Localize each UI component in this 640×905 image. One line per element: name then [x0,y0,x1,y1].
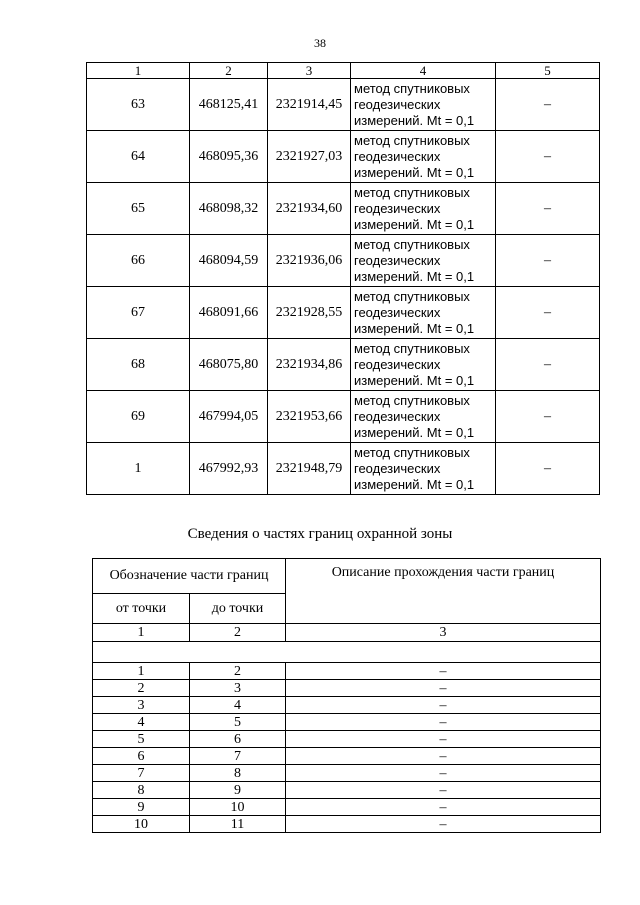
x-coordinate: 467994,05 [190,391,268,443]
column-number-header: 5 [496,63,600,79]
parts-header-row [93,559,601,594]
method-line: измерений. Mt = 0,1 [354,164,475,180]
y-coordinate: 2321914,45 [268,79,351,131]
y-coordinate: 2321948,79 [268,443,351,495]
part-description: – [286,663,601,680]
from-point: 6 [93,748,190,765]
to-point: 10 [190,799,286,816]
note-cell: – [496,131,600,183]
x-coordinate: 468091,66 [190,287,268,339]
from-point: 10 [93,816,190,833]
to-point: 7 [190,748,286,765]
to-point-header: до точки [190,594,286,624]
coordinates-table [86,62,600,495]
x-coordinate: 467992,93 [190,443,268,495]
boundary-part-row [93,697,601,714]
method-line: измерений. Mt = 0,1 [354,476,475,492]
column-number-header: 3 [286,624,601,642]
from-point: 5 [93,731,190,748]
coordinate-row [87,443,600,495]
method-description [351,443,496,495]
y-coordinate: 2321953,66 [268,391,351,443]
to-point: 6 [190,731,286,748]
from-point: 1 [93,663,190,680]
note-cell: – [496,235,600,287]
method-line: метод спутниковых [354,288,470,304]
part-description: – [286,748,601,765]
to-point: 4 [190,697,286,714]
boundary-part-row [93,765,601,782]
method-line: геодезических [354,96,441,112]
page-number: 38 [314,36,326,50]
boundary-part-row [93,731,601,748]
point-number: 69 [87,391,190,443]
method-description [351,235,496,287]
point-number: 63 [87,79,190,131]
to-point: 8 [190,765,286,782]
coordinate-row [87,235,600,287]
method-line: метод спутниковых [354,184,470,200]
from-point: 4 [93,714,190,731]
method-description [351,79,496,131]
method-line: геодезических [354,252,441,268]
coordinate-row [87,183,600,235]
boundary-part-description-header: Описание прохождения части границ [286,559,601,624]
method-description [351,287,496,339]
x-coordinate: 468095,36 [190,131,268,183]
method-line: метод спутниковых [354,340,470,356]
point-number: 67 [87,287,190,339]
from-point: 9 [93,799,190,816]
x-coordinate: 468094,59 [190,235,268,287]
method-line: геодезических [354,408,441,424]
part-description: – [286,680,601,697]
point-number: 68 [87,339,190,391]
part-description: – [286,799,601,816]
coordinate-row [87,391,600,443]
method-description [351,183,496,235]
to-point: 5 [190,714,286,731]
method-line: метод спутниковых [354,236,470,252]
x-coordinate: 468125,41 [190,79,268,131]
boundary-part-row [93,680,601,697]
parts-column-numbers-row [93,624,601,642]
to-point: 2 [190,663,286,680]
part-description: – [286,697,601,714]
method-line: геодезических [354,356,441,372]
coordinate-row [87,339,600,391]
boundary-part-row [93,714,601,731]
note-cell: – [496,339,600,391]
column-number-header: 2 [190,624,286,642]
point-number: 64 [87,131,190,183]
boundary-part-row [93,663,601,680]
boundary-part-row [93,748,601,765]
method-line: измерений. Mt = 0,1 [354,216,475,232]
section-title: Сведения о частях границ охранной зоны [187,526,453,542]
method-line: измерений. Mt = 0,1 [354,372,475,388]
to-point: 9 [190,782,286,799]
column-number-header: 2 [190,63,268,79]
method-line: измерений. Mt = 0,1 [354,268,475,284]
coordinates-header-row [87,63,600,79]
method-line: измерений. Mt = 0,1 [354,320,475,336]
method-line: геодезических [354,304,441,320]
boundary-parts-table [92,558,601,833]
method-description [351,131,496,183]
from-point: 8 [93,782,190,799]
method-line: метод спутниковых [354,80,470,96]
part-description: – [286,731,601,748]
part-description: – [286,816,601,833]
part-description: – [286,714,601,731]
column-number-header: 4 [351,63,496,79]
method-description [351,339,496,391]
y-coordinate: 2321928,55 [268,287,351,339]
y-coordinate: 2321934,86 [268,339,351,391]
x-coordinate: 468098,32 [190,183,268,235]
note-cell: – [496,391,600,443]
part-description: – [286,782,601,799]
method-line: метод спутниковых [354,444,470,460]
coordinate-row [87,131,600,183]
note-cell: – [496,79,600,131]
boundary-part-designation-header: Обозначение части границ [93,559,286,594]
to-point: 11 [190,816,286,833]
from-point: 3 [93,697,190,714]
to-point: 3 [190,680,286,697]
note-cell: – [496,183,600,235]
boundary-part-row [93,816,601,833]
method-line: измерений. Mt = 0,1 [354,424,475,440]
point-number: 66 [87,235,190,287]
method-line: метод спутниковых [354,132,470,148]
method-description [351,391,496,443]
y-coordinate: 2321936,06 [268,235,351,287]
point-number: 1 [87,443,190,495]
column-number-header: 3 [268,63,351,79]
method-line: метод спутниковых [354,392,470,408]
boundary-part-row [93,782,601,799]
blank-cell [93,642,601,663]
part-description: – [286,765,601,782]
x-coordinate: 468075,80 [190,339,268,391]
parts-blank-row [93,642,601,663]
column-number-header: 1 [87,63,190,79]
from-point: 2 [93,680,190,697]
y-coordinate: 2321934,60 [268,183,351,235]
note-cell: – [496,287,600,339]
method-line: геодезических [354,148,441,164]
method-line: геодезических [354,200,441,216]
boundary-part-row [93,799,601,816]
from-point: 7 [93,765,190,782]
point-number: 65 [87,183,190,235]
coordinate-row [87,287,600,339]
method-line: геодезических [354,460,441,476]
y-coordinate: 2321927,03 [268,131,351,183]
coordinate-row [87,79,600,131]
note-cell: – [496,443,600,495]
method-line: измерений. Mt = 0,1 [354,112,475,128]
from-point-header: от точки [93,594,190,624]
column-number-header: 1 [93,624,190,642]
